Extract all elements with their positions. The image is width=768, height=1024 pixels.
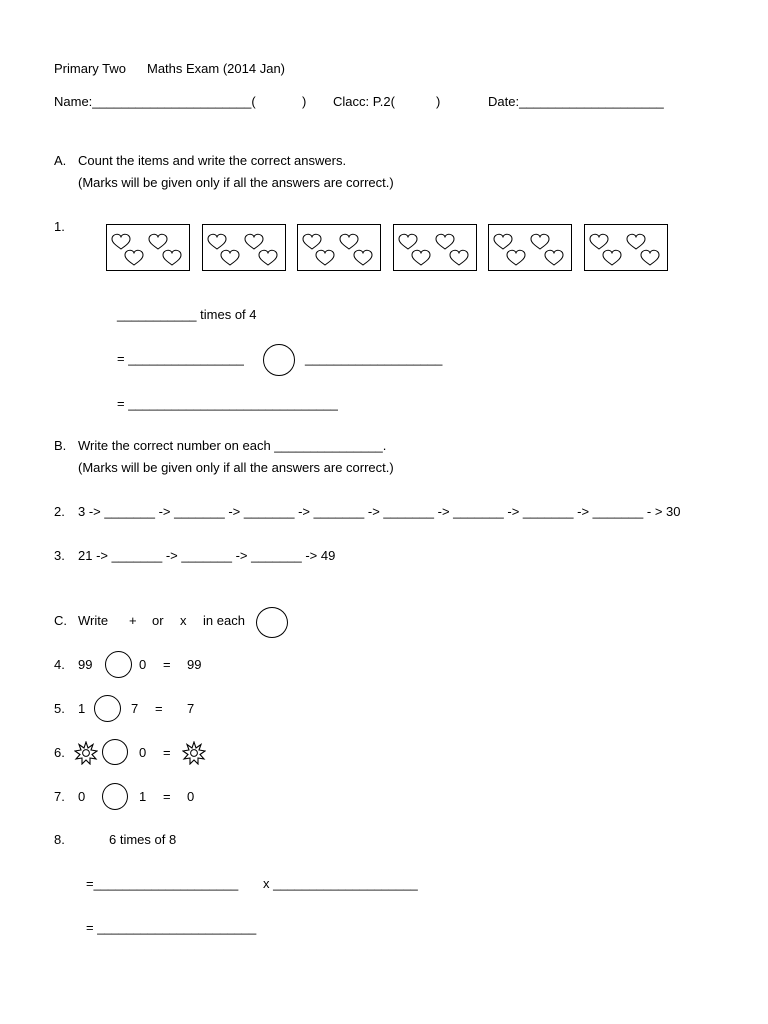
heart-group-box xyxy=(393,224,477,271)
section-c-or: or xyxy=(152,613,164,628)
question-5-number: 5. xyxy=(54,701,65,716)
section-c-marker: C. xyxy=(54,613,67,628)
q3-sequence[interactable]: 21 -> _______ -> _______ -> _______ -> 49 xyxy=(78,548,336,563)
example-circle xyxy=(256,607,288,638)
name-close-paren: ) xyxy=(302,94,307,109)
q5-left-operand: 1 xyxy=(78,701,86,716)
question-3-number: 3. xyxy=(54,548,65,563)
heart-icon xyxy=(531,234,549,249)
q4-right-operand: 0 xyxy=(139,657,147,672)
heart-icon xyxy=(340,234,358,249)
section-a-marker: A. xyxy=(54,153,67,168)
section-a-note: (Marks will be given only if all the answers are correct.) xyxy=(78,175,394,190)
heart-icon xyxy=(627,234,645,249)
date-field[interactable]: Date:____________________ xyxy=(488,94,664,109)
heart-icon xyxy=(259,250,277,265)
heart-group-box xyxy=(584,224,668,271)
q1-operator-circle[interactable] xyxy=(263,344,295,376)
section-c-write: Write xyxy=(78,613,109,628)
heart-icon xyxy=(316,250,334,265)
heart-icon xyxy=(354,250,372,265)
q2-sequence[interactable]: 3 -> _______ -> _______ -> _______ -> _______ -> _______ -> _______ -> _______ -> _______ - > 30 xyxy=(78,504,681,519)
heart-icon xyxy=(149,234,167,249)
heart-icon xyxy=(436,234,454,249)
heart-icon xyxy=(412,250,430,265)
heart-icon xyxy=(450,250,468,265)
q8-prompt: 6 times of 8 xyxy=(109,832,177,847)
heart-icon xyxy=(590,234,608,249)
heart-icon xyxy=(112,234,130,249)
q5-result: 7 xyxy=(187,701,195,716)
q6-right-operand: 0 xyxy=(139,745,147,760)
section-b-note: (Marks will be given only if all the answers are correct.) xyxy=(78,460,394,475)
q7-right-operand: 1 xyxy=(139,789,147,804)
q6-equals: = xyxy=(163,745,171,760)
class-field[interactable]: Clacc: P.2( xyxy=(333,94,395,109)
heart-icon xyxy=(399,234,417,249)
section-a-instruction: Count the items and write the correct answers. xyxy=(78,153,347,168)
question-7-number: 7. xyxy=(54,789,65,804)
q7-operator-circle[interactable] xyxy=(102,783,128,810)
q7-left-operand: 0 xyxy=(78,789,86,804)
heart-icon xyxy=(221,250,239,265)
heart-group-box xyxy=(488,224,572,271)
heart-icon xyxy=(208,234,226,249)
q1-equation-right[interactable]: ___________________ xyxy=(305,351,443,366)
q4-operator-circle[interactable] xyxy=(105,651,132,678)
q1-answer-line[interactable]: = _____________________________ xyxy=(117,396,338,411)
section-b-marker: B. xyxy=(54,438,67,453)
question-8-number: 8. xyxy=(54,832,65,847)
q5-equals: = xyxy=(155,701,163,716)
sun-star-icon xyxy=(74,741,98,765)
sun-star-result-icon xyxy=(182,741,206,765)
q1-times-line[interactable]: ___________ times of 4 xyxy=(117,307,257,322)
heart-icon xyxy=(545,250,563,265)
question-2-number: 2. xyxy=(54,504,65,519)
heart-icon xyxy=(125,250,143,265)
heart-icon xyxy=(163,250,181,265)
q4-result: 99 xyxy=(187,657,202,672)
name-field[interactable]: Name:______________________( xyxy=(54,94,256,109)
heart-icon xyxy=(603,250,621,265)
heart-icon xyxy=(507,250,525,265)
q1-equation-left[interactable]: = ________________ xyxy=(117,351,244,366)
q7-result: 0 xyxy=(187,789,195,804)
q8-equation-right[interactable]: x ____________________ xyxy=(263,876,418,891)
heart-group-box xyxy=(297,224,381,271)
q8-equation-left[interactable]: =____________________ xyxy=(86,876,239,891)
question-6-number: 6. xyxy=(54,745,65,760)
heart-icon xyxy=(494,234,512,249)
q5-right-operand: 7 xyxy=(131,701,139,716)
heart-icon xyxy=(245,234,263,249)
q6-operator-circle[interactable] xyxy=(102,739,128,765)
heart-group-box xyxy=(202,224,286,271)
section-c-in-each: in each xyxy=(203,613,245,628)
q4-left-operand: 99 xyxy=(78,657,93,672)
heart-group-box xyxy=(106,224,190,271)
class-close-paren: ) xyxy=(436,94,441,109)
question-1-number: 1. xyxy=(54,219,65,234)
q8-answer-line[interactable]: = ______________________ xyxy=(86,920,257,935)
q4-equals: = xyxy=(163,657,171,672)
heart-icon xyxy=(641,250,659,265)
exam-title: Maths Exam (2014 Jan) xyxy=(147,61,286,76)
section-b-instruction: Write the correct number on each _______________. xyxy=(78,438,387,453)
plus-symbol: + xyxy=(129,613,137,628)
question-4-number: 4. xyxy=(54,657,65,672)
exam-level: Primary Two xyxy=(54,61,126,76)
q7-equals: = xyxy=(163,789,171,804)
q5-operator-circle[interactable] xyxy=(94,695,121,722)
times-symbol: x xyxy=(180,613,187,628)
heart-icon xyxy=(303,234,321,249)
